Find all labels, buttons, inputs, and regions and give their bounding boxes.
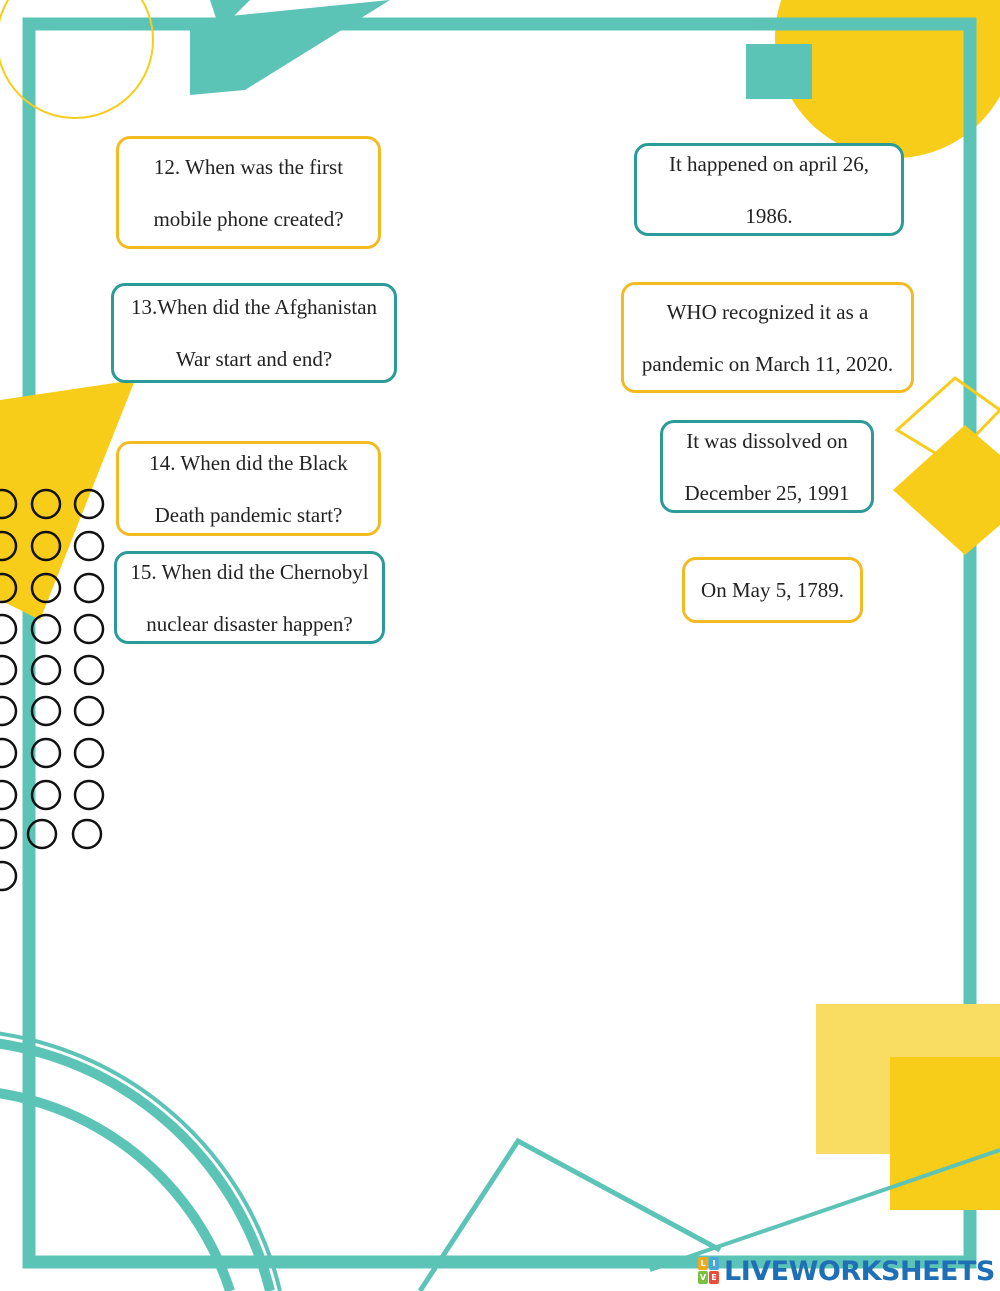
logo-mark-icon — [698, 1257, 720, 1285]
question-box-15[interactable] — [114, 551, 385, 644]
question-text — [149, 437, 348, 541]
answer-line: WHO recognized it as a — [666, 299, 869, 324]
answer-line: It was dissolved on — [686, 428, 848, 453]
answer-text — [669, 138, 869, 242]
answer-box-3[interactable] — [660, 420, 874, 513]
logo-mark-letter: L — [698, 1257, 708, 1270]
answer-box-2[interactable] — [621, 282, 914, 393]
question-text — [131, 281, 377, 385]
question-line: 12. When was the first — [153, 154, 344, 179]
question-line: Death pandemic start? — [154, 502, 343, 527]
question-text — [153, 141, 343, 245]
answer-text — [701, 564, 844, 616]
answer-text — [684, 415, 849, 519]
answer-line: It happened on april 26, — [668, 151, 870, 176]
question-line: 13.When did the Afghanistan — [130, 295, 378, 319]
yellow-square-shape — [890, 1057, 1000, 1210]
teal-square-shape — [746, 44, 812, 99]
answer-line: On May 5, 1789. — [701, 578, 844, 602]
question-line: 14. When did the Black — [149, 450, 348, 475]
question-box-13[interactable] — [111, 283, 397, 383]
question-line: War start and end? — [175, 347, 333, 371]
answer-line: December 25, 1991 — [684, 480, 850, 505]
question-line: mobile phone created? — [153, 206, 344, 231]
liveworksheets-logo — [698, 1255, 995, 1287]
logo-mark-letter: V — [699, 1273, 707, 1282]
question-box-12[interactable] — [116, 136, 381, 249]
logo-mark-letter: E — [709, 1271, 719, 1284]
logo-text: LIVEWORKSHEETS — [724, 1255, 995, 1287]
answer-box-4[interactable] — [682, 557, 863, 623]
answer-text — [642, 286, 893, 390]
answer-box-1[interactable] — [634, 143, 904, 236]
answer-line: pandemic on March 11, 2020. — [641, 351, 894, 376]
question-text — [130, 546, 368, 650]
question-line: nuclear disaster happen? — [146, 611, 353, 636]
question-line: 15. When did the Chernobyl — [130, 559, 369, 584]
yellow-diamond-shape — [893, 425, 1000, 555]
teal-arcs — [0, 1040, 270, 1291]
logo-mark-letter: I — [709, 1257, 719, 1270]
question-box-14[interactable] — [116, 441, 381, 536]
answer-line: 1986. — [745, 203, 793, 228]
